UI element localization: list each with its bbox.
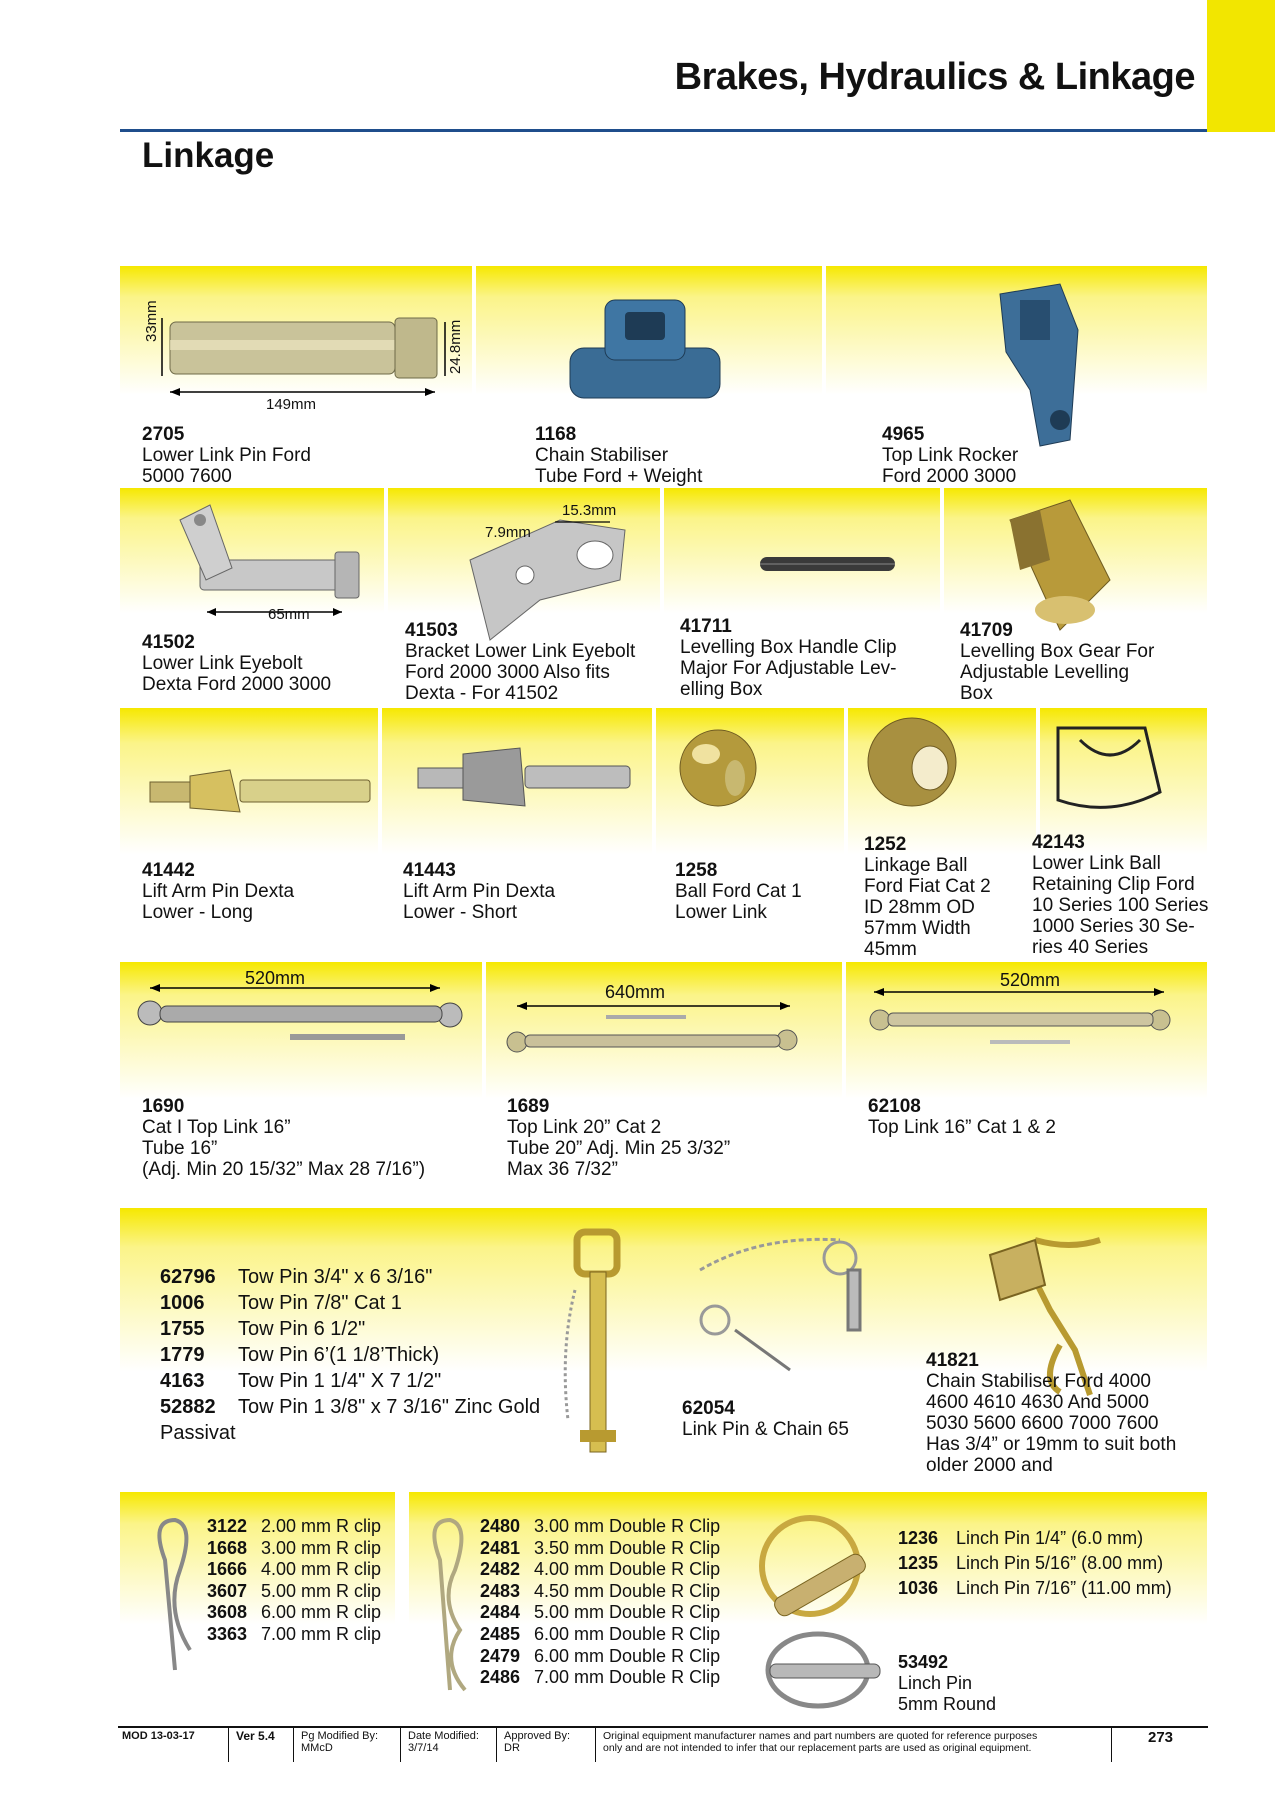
list-item-tail: Passivat [160, 1422, 236, 1444]
r-clip-image [159, 1520, 190, 1670]
list-item: 1779 Tow Pin 6’(1 1/8’Thick) [160, 1344, 440, 1366]
page-footer [118, 1726, 1208, 1764]
list-item: 4163 Tow Pin 1 1/4" X 7 1/2" [160, 1370, 442, 1392]
dim-7-9mm: 7.9mm [485, 524, 531, 541]
dim-65mm: 65mm [268, 606, 310, 623]
dim-520mm-b: 520mm [1000, 970, 1061, 990]
list-item: 2481 3.50 mm Double R Clip [480, 1537, 721, 1558]
footer-approved-by: Approved By: DR [504, 1730, 571, 1754]
list-item: 2484 5.00 mm Double R Clip [480, 1602, 721, 1623]
linch-pin-image [762, 1518, 868, 1619]
footer-date-modified: Date Modified: 3/7/14 [408, 1730, 479, 1754]
list-item: 62796 Tow Pin 3/4" x 6 3/16" [160, 1266, 433, 1288]
item-62108: 62108 Top Link 16” Cat 1 & 2 [868, 1096, 1056, 1138]
linch-pin-list [898, 1526, 1172, 1601]
footer-mod: MOD 13-03-17 [122, 1730, 195, 1742]
item-42143: 42143 Lower Link Ball Retaining Clip Ford 10 Series 100 Series 1000 Series 30 Se- ries 40 Series [1032, 832, 1209, 958]
item-4965: 4965 Top Link Rocker Ford 2000 3000 [882, 424, 1019, 487]
linch-pin-round-image [768, 1634, 880, 1706]
dim-149mm: 149mm [266, 396, 317, 413]
item-41711: 41711 Levelling Box Handle Clip Major For Adjustable Lev- elling Box [680, 616, 897, 700]
item-41443: 41443 Lift Arm Pin Dexta Lower - Short [403, 860, 556, 923]
page-subtitle: Linkage [142, 136, 275, 175]
list-item: 1668 3.00 mm R clip [207, 1537, 382, 1558]
item-2705: 2705 Lower Link Pin Ford 5000 7600 [142, 424, 311, 487]
item-53492: 53492 Linch Pin 5mm Round [898, 1652, 997, 1714]
list-item: 3363 7.00 mm R clip [207, 1623, 382, 1644]
footer-version: Ver 5.4 [236, 1729, 275, 1743]
list-item: 2486 7.00 mm Double R Clip [480, 1667, 721, 1688]
item-41442: 41442 Lift Arm Pin Dexta Lower - Long [142, 860, 295, 923]
footer-notice: Original equipment manufacturer names and part numbers are quoted for reference purposes only and are not intended to infer that our replacement parts are used as original equipment. [603, 1730, 1038, 1754]
dim-520mm-a: 520mm [245, 968, 306, 988]
double-r-clip-list [480, 1516, 720, 1689]
item-41709: 41709 Levelling Box Gear For Adjustable Levelling Box [960, 620, 1155, 704]
item-1690: 1690 Cat I Top Link 16” Tube 16” (Adj. Min 20 15/32” Max 28 7/16”) [142, 1096, 426, 1180]
r-clip-list [207, 1516, 381, 1646]
dim-33mm: 33mm [143, 300, 160, 342]
item-41821: 41821 Chain Stabiliser Ford 4000 4600 4610 4630 And 5000 5030 5600 6600 7000 7600 Has 3/4” or 19mm to suit both older 2000 and [926, 1350, 1177, 1476]
item-41502: 41502 Lower Link Eyebolt Dexta Ford 2000 3000 [142, 632, 332, 695]
item-code: 1168 [535, 424, 577, 445]
list-item: 2480 3.00 mm Double R Clip [480, 1516, 721, 1536]
item-1252: 1252 Linkage Ball Ford Fiat Cat 2 ID 28mm OD 57mm Width 45mm [864, 834, 991, 960]
item-41503: 41503 Bracket Lower Link Eyebolt Ford 2000 3000 Also fits Dexta - For 41502 [405, 620, 636, 704]
list-item: 3607 5.00 mm R clip [207, 1580, 382, 1601]
page-number: 273 [1148, 1729, 1174, 1746]
dim-640mm: 640mm [605, 982, 666, 1002]
item-1689: 1689 Top Link 20” Cat 2 Tube 20” Adj. Min 25 3/32” Max 36 7/32” [507, 1096, 731, 1180]
list-item: 3122 2.00 mm R clip [207, 1516, 382, 1536]
footer-pg-modified: Pg Modified By: MMcD [301, 1730, 379, 1754]
item-1258: 1258 Ball Ford Cat 1 Lower Link [675, 860, 802, 923]
list-item: 1755 Tow Pin 6 1/2" [160, 1318, 366, 1340]
dim-15-3mm: 15.3mm [562, 502, 617, 519]
list-item: 1666 4.00 mm R clip [207, 1559, 382, 1580]
list-item: 2483 4.50 mm Double R Clip [480, 1580, 721, 1601]
list-item: 2485 6.00 mm Double R Clip [480, 1623, 721, 1644]
list-item: 1235 Linch Pin 5/16” (8.00 mm) [898, 1553, 1164, 1573]
item-62054: 62054 Link Pin & Chain 65 [682, 1398, 849, 1440]
item-code: 4965 [882, 424, 925, 445]
list-item: 1036 Linch Pin 7/16” (11.00 mm) [898, 1578, 1172, 1598]
dim-24-8mm: 24.8mm [447, 319, 464, 374]
section-title: Brakes, Hydraulics & Linkage [674, 56, 1195, 98]
list-item: 52882 Tow Pin 1 3/8" x 7 3/16" Zinc Gold [160, 1396, 541, 1418]
list-item: 2479 6.00 mm Double R Clip [480, 1645, 721, 1666]
list-item: 1236 Linch Pin 1/4” (6.0 mm) [898, 1528, 1144, 1548]
item-code: 2705 [142, 424, 185, 445]
list-item: 2482 4.00 mm Double R Clip [480, 1559, 721, 1580]
list-item: 3608 6.00 mm R clip [207, 1602, 382, 1623]
double-r-clip-image [434, 1520, 465, 1690]
item-1168: 1168 Chain Stabiliser Tube Ford + Weight [535, 424, 703, 487]
list-item: 1006 Tow Pin 7/8" Cat 1 [160, 1292, 402, 1314]
